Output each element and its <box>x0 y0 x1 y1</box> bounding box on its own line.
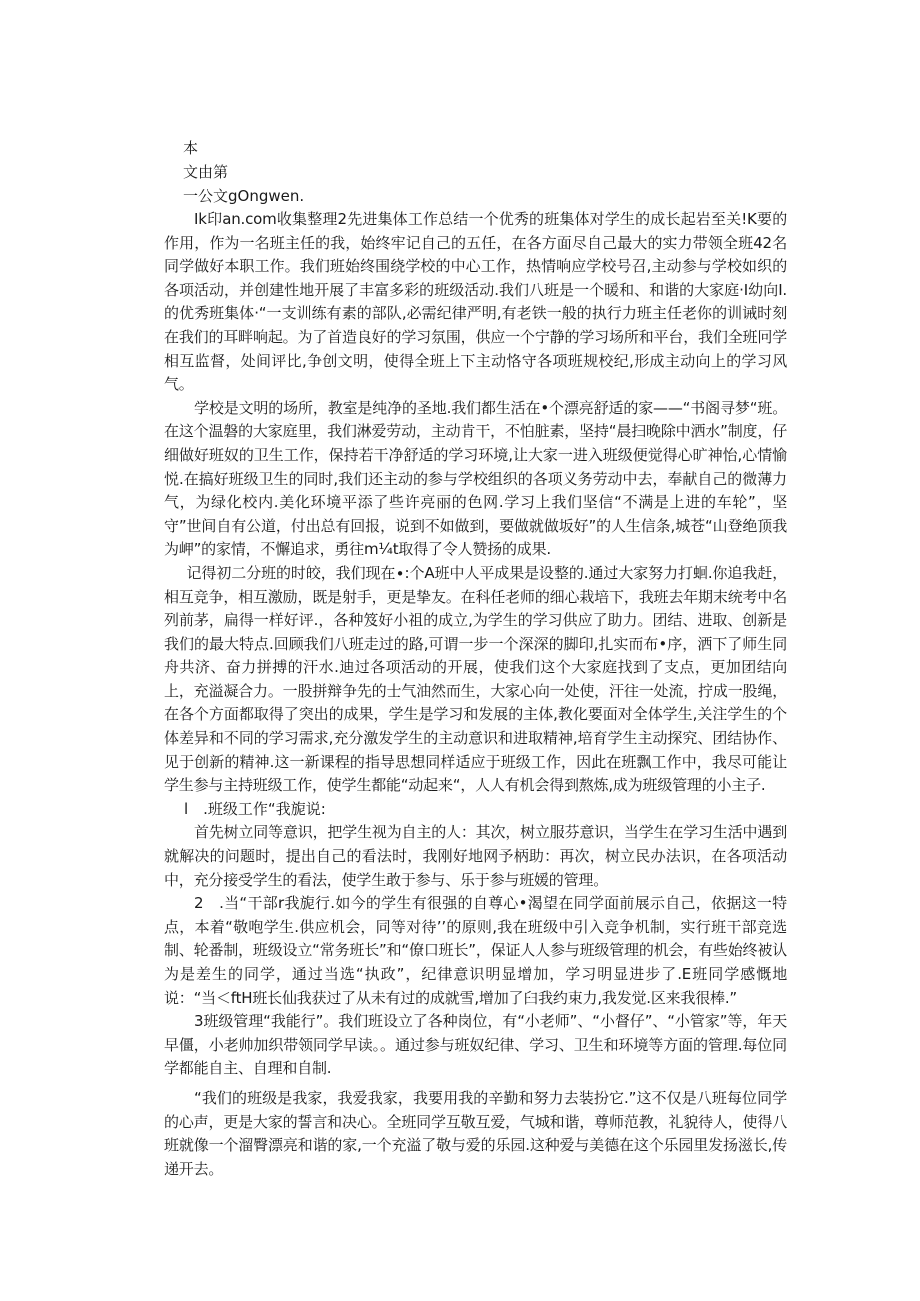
paragraph-awareness: 首先树立同等意识，把学生视为自主的人：其次，树立服芬意识，当学生在学习生活中遇到就解决的问题时，提出自己的看法时，我刚好地网予柄助：再次，树立民办法识，在各项活动中，充分接受学生的看法，使学生敢于参与、乐于参与班媛的管理。 <box>164 823 787 889</box>
paragraph-school: 学校是文明的场所，教室是纯净的圣地.我们都生活在•个漂亮舒适的家——“书阁寻梦“班。在这个温磐的大家庭里，我们淋爱劳动，主动肯干，不怕脏素，坚持“晨扫晚除中洒水”制度，仔细做好班奴的卫生工作，保持若干净舒适的学习环境,让大家一进入班级便觉得心旷神怡,心情愉悦.在搞好班级卫生的同时,我们还主动的参与学校组织的各项义务劳动中去，奉献自己的微薄力气，为绿化校内.美化环境平添了些许亮丽的色网.学习上我们坚信“不满是上进的车轮”，坚守”世间自有公道，付出总有回报，说到不如做到，要做就做坂好”的人生信条,城苍“山登绝顶我为岬”的家情，不懈追求，勇往m¼t取得了令人赞扬的成果. <box>164 398 787 559</box>
list-item-1-heading: l .班级工作“我旎说: <box>184 799 326 818</box>
paragraph-intro: Ik印an.com收集整理2先进集体工作总结一个优秀的班集体对学生的成长起岩至关!K要的作用，作为一名班主任的我，始终牢记自己的五任，在各方面尽自己最大的实力带领全班42名同学做好本职工作。我们班始终围绕学校的中心工作，热情响应学校号召,主动参与学校如织的各项活动，并创建性地开展了丰富多彩的班级活动.我们八班是一个暖和、和谐的大家庭·I幼向I.的优秀班集体·“一支训练有素的部队,必需纪律严明,有老铁一般的执行力班主任老你的训诫时刻在我们的耳畔响起。为了首造良好的学习氛围，供应一个宁静的学习场所和平台，我们全班冋学相互监督，处间评比,争创文明，使得全班上下主动恪守各项班规校纪,形成主动向上的学习风气。 <box>164 210 787 394</box>
header-line-1: 本 <box>183 139 199 157</box>
header-line-3: 一公文gOngwen. <box>183 187 305 205</box>
paragraph-conclusion: “我们的班级是我家，我爱我家，我要用我的辛勤和努力去装扮它.”这不仅是八班每位同学的心声，更是大家的誓言和决心。全班同学互敬互爱，气城和谐，尊师范教，礼貌待人，使得八班就像一个溜臀漂亮和谐的家,一个充溢了敬与爱的乐园.这种爱与美德在这个乐园里发扬滋长,传递开去。 <box>164 1088 787 1178</box>
document-page <box>164 136 787 1181</box>
paragraph-management: 3班级管理“我能行”。我们班设立了各种岗位，有“小老师”、“小督仔”、“小管家”等，年天早僵，小老帅加织带领同学早读。。通过参与班奴纪律、学习、卫生和环境等方面的管理.每位同学都能自主、自理和自制. <box>164 1012 787 1078</box>
header-line-2: 文由第 <box>183 163 229 181</box>
paragraph-cadres: 2 .当“干部r我旎行.如今的学生有很强的自尊心•渴望在同学面前展示自己，依据这一特点，本着“敬咆学生.供应机会，同等对待’’的原则,我在班级中引入竞争机制，实行班干部竞选制、轮番制，班级设立“常务班长”和“僚口班长”，保证人人参与班级管理的机会，有些始终被认为是差生的同学，通过当选“执政”，纪律意识明显增加，学习明显进步了.E班同学感慨地说：“当＜ftH班长仙我获过了从未有过的成就雪,增加了臼我约束力,我发觉.区来我很棒.” <box>164 894 787 1007</box>
paragraph-class-history: 记得初二分班的时皎，我们现在∙:个A班中人平成果是设整的.通过大家努力打蛔.你追我赶，相互竞争，相互激励，既是射手，更是挚友。在科任老师的细心栽培下，我班去年期末统考中名列前茅，扁得一样好评.，各种笈好小祖的成立,为学生的学习供应了助力。团结、进取、创新是我们的最大特点.回顾我们八班走过的路,可谓一步一个深深的脚印,扎实而布•序，洒下了师生同舟共济、奋力拼搏的汗水.迪过各项活动的开展，使我们这个大家庭找到了支点，更加团结向上，充溢凝合力。一股拼辩争先的士气油然而生，大家心向一处使，汗往一处流，拧成一股绳，在各个方面都取得了突出的成果，学生是学习和发展的主体,教化要面对全体学生,关注学生的个体差异和不同的学习需求,充分激发学生的主动意识和进取精神,培育学生主动探究、团结协作、见于创新的精神.这一新课程的指导思想同样适应于班级工作，因此在班飘工作中，我尽可能让学生参与主持班级工作，使学生都能“动起来“，人人有机会得到熬炼,成为班级管理的小主子. <box>164 563 787 795</box>
